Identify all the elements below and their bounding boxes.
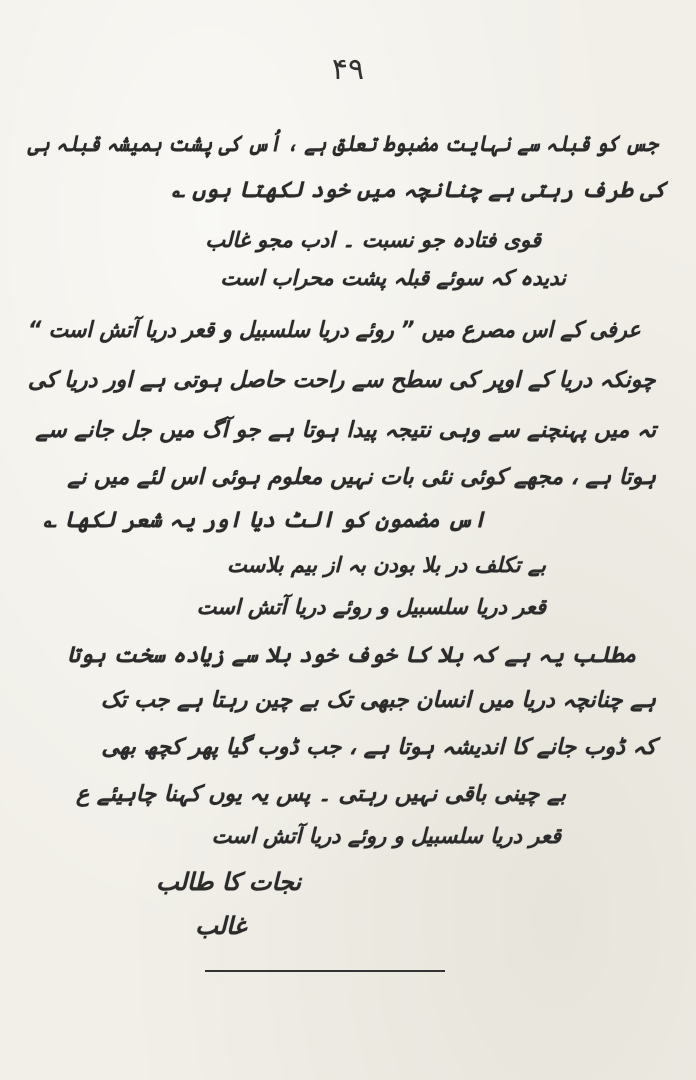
closing-line: نجات کا طالب [156,868,301,896]
verse-line-4: قعر دریا سلسبیل و روئے دریا آتش است [196,595,546,619]
text-line-6: ہوتا ہے ، مجھے کوئی نئی بات نہیں معلوم ہوئی اس لئے میں نے [67,465,656,490]
text-line-10: کہ ڈوب جانے کا اندیشہ ہوتا ہے ، جب ڈوب گیا پھر کچھ بھی [101,735,656,760]
text-line-9: ہے چنانچہ دریا میں انسان جبھی تک بے چین رہتا ہے جب تک [100,688,656,713]
verse-line-3: بے تکلف در بلا بودن بہ از بیم بلاست [227,553,546,577]
verse-line-5: قعر دریا سلسبیل و روئے دریا آتش است [211,824,561,848]
text-line-11: بے چینی باقی نہیں رہتی ۔ پس یہ یوں کہنا چاہیئے ع [76,782,566,807]
text-line-2: کی طرف رہتی ہے چنانچہ میں خود لکھتا ہوں ؎ [171,178,666,203]
text-line-5: تہ میں پہنچنے سے وہی نتیجہ پیدا ہوتا ہے جو آگ میں جل جانے سے [35,418,656,443]
signature: غالب [195,912,246,940]
text-line-7: اس مضمون کو الٹ دیا اور یہ شعر لکھا ؎ [43,508,486,533]
bottom-divider [205,970,445,972]
verse-line-2: ندیدہ کہ سوئے قبلہ پشت محراب است [220,266,566,290]
text-line-4: چونکہ دریا کے اوپر کی سطح سے راحت حاصل ہوتی ہے اور دریا کی [28,368,656,393]
verse-line-1: قوی فتادہ جو نسبت ۔ ادب مجو غالب [205,228,541,252]
text-line-1: جس کو قبلہ سے نہایت مضبوط تعلق ہے ، اُس کی پشت ہمیشہ قبلہ ہی [27,132,659,157]
page-number: ۴۹ [331,52,365,87]
text-line-8: مطلب یہ ہے کہ بلا کا خوف خود بلا سے زیادہ سخت ہوتا [67,643,636,668]
text-line-3: عرفی کے اس مصرع میں ” روئے دریا سلسبیل و قعر دریا آتش است “ [28,318,641,343]
